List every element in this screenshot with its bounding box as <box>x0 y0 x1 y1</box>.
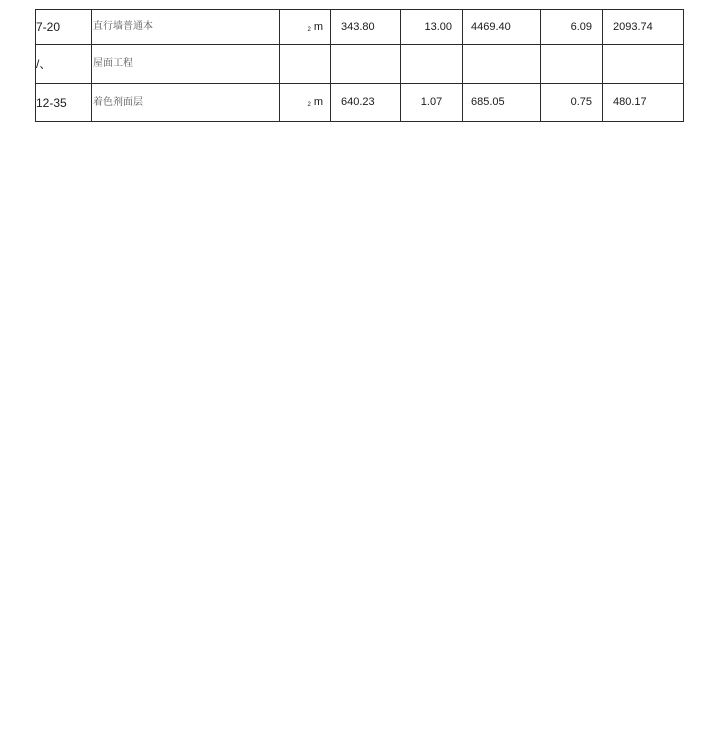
item-rate: 0.75 <box>541 84 603 122</box>
unit-superscript: 2 <box>307 26 311 33</box>
item-total: 685.05 <box>463 84 541 122</box>
section-name: 屋面工程 <box>92 45 280 84</box>
item-amount: 2093.74 <box>603 10 684 45</box>
item-quantity: 640.23 <box>331 84 401 122</box>
item-unit <box>280 10 331 45</box>
table-row <box>36 84 684 122</box>
unit-label: m <box>313 20 323 33</box>
item-unit-price: 13.00 <box>401 10 463 45</box>
item-amount <box>603 45 684 84</box>
unit-label: m <box>313 96 323 108</box>
item-rate <box>541 45 603 84</box>
quantity-table <box>35 9 684 122</box>
table-row <box>36 45 684 84</box>
table-row <box>36 10 684 45</box>
item-unit <box>280 45 331 84</box>
item-unit <box>280 84 331 122</box>
item-amount: 480.17 <box>603 84 684 122</box>
item-total <box>463 45 541 84</box>
item-name: 着色剂面层 <box>92 84 280 122</box>
item-code: 12-35 <box>36 84 92 122</box>
item-unit-price: 1.07 <box>401 84 463 122</box>
section-code: /、 <box>36 45 92 84</box>
item-total: 4469.40 <box>463 10 541 45</box>
item-unit-price <box>401 45 463 84</box>
item-quantity <box>331 45 401 84</box>
item-name: 直行墙普通本 <box>92 10 280 45</box>
item-quantity: 343.80 <box>331 10 401 45</box>
unit-superscript: 2 <box>307 102 311 108</box>
item-code: 7-20 <box>36 10 92 45</box>
item-rate: 6.09 <box>541 10 603 45</box>
